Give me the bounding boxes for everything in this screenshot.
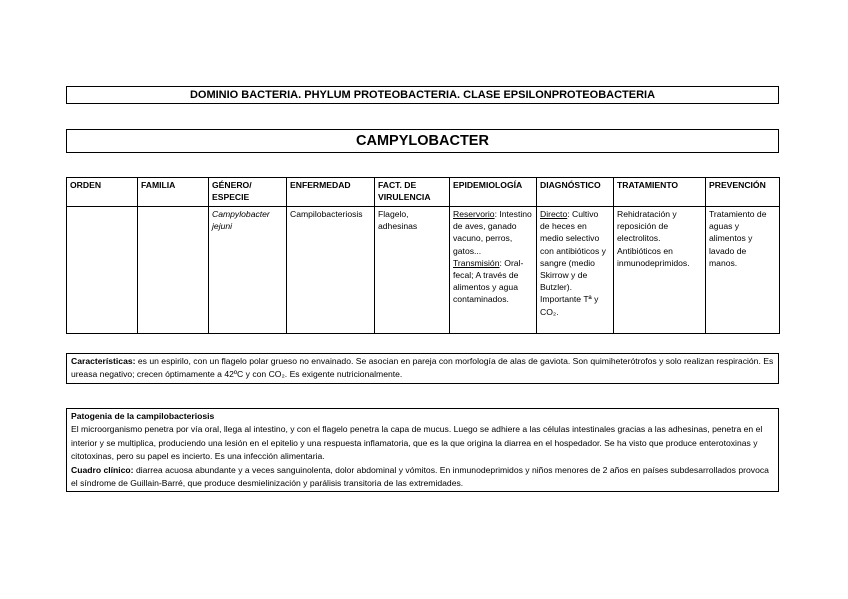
caracteristicas-text: es un espirilo, con un flagelo polar grueso no envainado. Se asocian en pareja con morfología de alas de gaviota. Son quimiheterótrofos y solo realizan respiración. Es ureasa negativo; crecen óptimamente a 42ºC y con CO₂. Es exigente nutricionalmente. <box>71 356 774 380</box>
directo-label: Directo <box>540 209 568 219</box>
table-header-row <box>67 178 780 207</box>
transmision-label: Transmisión <box>453 257 500 268</box>
col-diagnostico: DIAGNÓSTICO <box>537 178 614 207</box>
cell-genero: Campylobacter jejuni <box>209 207 287 334</box>
cell-orden <box>67 207 138 334</box>
col-virulencia: FACT. DE VIRULENCIA <box>375 178 450 207</box>
patogenia-text: El microorganismo penetra por vía oral, llega al intestino, y con el flagelo penetra la capa de mucus. Luego se adhiere a las células intestinales gracias a las adhesinas, penetra en el interior y se multiplica, produciendo una lesión en el epitelio y una respuesta inflamatoria, que es la que origina la diarrea en el hospedador. Se ha visto que produce enterotoxinas y citotoxinas, pero su papel es incierto. Es una infección alimentaria. <box>71 424 763 462</box>
cell-epidemiologia: Reservorio: Intestino de aves, ganado vacuno, perros, gatos... Transmisión: Oral-fecal; A través de alimentos y agua contaminados. <box>450 207 537 334</box>
table-row <box>67 207 780 334</box>
cell-prevencion: Tratamiento de aguas y alimentos y lavado de manos. <box>706 207 780 334</box>
cell-tratamiento: Rehidratación y reposición de electrolitos. Antibióticos en inmunodeprimidos. <box>614 207 706 334</box>
genus-title: CAMPYLOBACTER <box>66 129 779 153</box>
caracteristicas-box <box>66 353 779 384</box>
transmision-text: Oral-fecal; A través de alimentos y agua contaminados. <box>453 257 524 305</box>
clinico-label: Cuadro clínico: <box>71 464 134 475</box>
cell-familia <box>138 207 209 334</box>
col-orden: ORDEN <box>67 178 138 207</box>
reservorio-text: Intestino de aves, ganado vacuno, perros, gatos... <box>453 209 532 256</box>
col-tratamiento: TRATAMIENTO <box>614 178 706 207</box>
clinico-text: diarrea acuosa abundante y a veces sanguinolenta, dolor abdominal y vómitos. En inmunodeprimidos y niños menores de 2 años en países subdesarrollados provoca el síndrome de Guillain-Barré, que produce desmielinización y parálisis transitoria de las extremidades. <box>71 464 769 489</box>
caracteristicas-label: Características: <box>71 356 136 366</box>
cell-enfermedad: Campilobacteriosis <box>287 207 375 334</box>
domain-title: DOMINIO BACTERIA. PHYLUM PROTEOBACTERIA. CLASE EPSILONPROTEOBACTERIA <box>66 86 779 104</box>
col-epidemiologia: EPIDEMIOLOGÍA <box>450 178 537 207</box>
cell-diagnostico: Directo: Cultivo de heces en medio selectivo con antibióticos y sangre (medio Skirrow y de Butzler). Importante Tª y CO₂. <box>537 207 614 334</box>
col-familia: FAMILIA <box>138 178 209 207</box>
col-prevencion: PREVENCIÓN <box>706 178 780 207</box>
taxonomy-table <box>66 177 780 334</box>
patogenia-box <box>66 408 779 492</box>
col-genero: GÉNERO/ ESPECIE <box>209 178 287 207</box>
directo-text: Cultivo de heces en medio selectivo con antibióticos y sangre (medio Skirrow y de Butzler). Importante Tª y CO₂. <box>540 209 606 317</box>
cell-virulencia: Flagelo, adhesinas <box>375 207 450 334</box>
reservorio-label: Reservorio <box>453 209 495 219</box>
col-enfermedad: ENFERMEDAD <box>287 178 375 207</box>
patogenia-title: Patogenia de la campilobacteriosis <box>71 411 215 421</box>
